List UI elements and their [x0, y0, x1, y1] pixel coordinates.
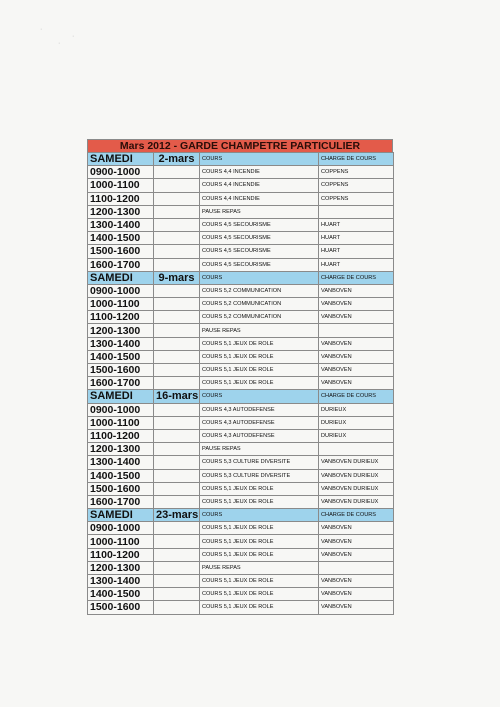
empty-cell [154, 588, 200, 601]
empty-cell [154, 456, 200, 469]
time-slot: 1300-1400 [88, 575, 154, 588]
charge-column-header: CHARGE DE COURS [319, 390, 394, 403]
empty-cell [154, 416, 200, 429]
schedule-title: Mars 2012 - GARDE CHAMPETRE PARTICULIER [87, 139, 393, 152]
instructor-cell: DURIEUX [319, 416, 394, 429]
table-row [88, 601, 394, 614]
course-cell: COURS 4,5 SECOURISME [200, 245, 319, 258]
table-row [88, 364, 394, 377]
cours-column-header: COURS [200, 509, 319, 522]
instructor-cell: DURIEUX [319, 429, 394, 442]
empty-cell [154, 561, 200, 574]
table-row [88, 535, 394, 548]
table-row [88, 495, 394, 508]
table-row [88, 284, 394, 297]
day-label: SAMEDI [88, 271, 154, 284]
instructor-cell: VANBOVEN [319, 311, 394, 324]
empty-cell [154, 284, 200, 297]
instructor-cell: VANBOVEN [319, 298, 394, 311]
empty-cell [154, 443, 200, 456]
course-cell: COURS 5,1 JEUX DE ROLE [200, 601, 319, 614]
date-label: 23-mars [154, 509, 200, 522]
time-slot: 0900-1000 [88, 284, 154, 297]
empty-cell [154, 311, 200, 324]
course-cell: COURS 5,2 COMMUNICATION [200, 298, 319, 311]
time-slot: 0900-1000 [88, 522, 154, 535]
day-label: SAMEDI [88, 390, 154, 403]
day-header-row [88, 153, 394, 166]
instructor-cell: VANBOVEN [319, 575, 394, 588]
course-cell: COURS 4,5 SECOURISME [200, 258, 319, 271]
table-row [88, 192, 394, 205]
course-cell: COURS 5,1 JEUX DE ROLE [200, 522, 319, 535]
course-cell: COURS 5,1 JEUX DE ROLE [200, 535, 319, 548]
course-cell: COURS 5,1 JEUX DE ROLE [200, 377, 319, 390]
instructor-cell [319, 561, 394, 574]
instructor-cell: VANBOVEN [319, 377, 394, 390]
empty-cell [154, 429, 200, 442]
time-slot: 1400-1500 [88, 350, 154, 363]
course-cell: COURS 4,3 AUTODEFENSE [200, 403, 319, 416]
time-slot: 1000-1100 [88, 416, 154, 429]
table-row [88, 469, 394, 482]
empty-cell [154, 205, 200, 218]
cours-column-header: COURS [200, 153, 319, 166]
time-slot: 0900-1000 [88, 403, 154, 416]
instructor-cell: VANBOVEN [319, 350, 394, 363]
course-cell: COURS 5,1 JEUX DE ROLE [200, 482, 319, 495]
course-cell: PAUSE REPAS [200, 324, 319, 337]
table-row [88, 588, 394, 601]
table-row [88, 258, 394, 271]
empty-cell [154, 601, 200, 614]
time-slot: 1600-1700 [88, 377, 154, 390]
course-cell: COURS 4,3 AUTODEFENSE [200, 429, 319, 442]
cours-column-header: COURS [200, 390, 319, 403]
table-row [88, 350, 394, 363]
instructor-cell: VANBOVEN [319, 535, 394, 548]
instructor-cell: VANBOVEN DURIEUX [319, 495, 394, 508]
instructor-cell: HUART [319, 258, 394, 271]
scan-speck: · [40, 26, 43, 33]
table-row [88, 245, 394, 258]
course-cell: COURS 5,2 COMMUNICATION [200, 284, 319, 297]
course-cell: COURS 5,3 CULTURE DIVERSITE [200, 456, 319, 469]
empty-cell [154, 298, 200, 311]
time-slot: 1400-1500 [88, 232, 154, 245]
table-row [88, 324, 394, 337]
course-cell: COURS 4,5 SECOURISME [200, 232, 319, 245]
time-slot: 1500-1600 [88, 482, 154, 495]
empty-cell [154, 179, 200, 192]
table-row [88, 377, 394, 390]
table-row [88, 403, 394, 416]
course-cell: COURS 4,4 INCENDIE [200, 192, 319, 205]
empty-cell [154, 377, 200, 390]
instructor-cell: HUART [319, 218, 394, 231]
instructor-cell: VANBOVEN [319, 522, 394, 535]
empty-cell [154, 482, 200, 495]
instructor-cell [319, 443, 394, 456]
empty-cell [154, 575, 200, 588]
course-cell: COURS 5,1 JEUX DE ROLE [200, 495, 319, 508]
time-slot: 1600-1700 [88, 495, 154, 508]
table-row [88, 443, 394, 456]
time-slot: 1500-1600 [88, 245, 154, 258]
empty-cell [154, 337, 200, 350]
time-slot: 1300-1400 [88, 337, 154, 350]
empty-cell [154, 166, 200, 179]
empty-cell [154, 495, 200, 508]
empty-cell [154, 192, 200, 205]
scan-speck: · [72, 33, 75, 40]
empty-cell [154, 535, 200, 548]
empty-cell [154, 522, 200, 535]
day-label: SAMEDI [88, 153, 154, 166]
empty-cell [154, 232, 200, 245]
time-slot: 0900-1000 [88, 166, 154, 179]
table-row [88, 522, 394, 535]
charge-column-header: CHARGE DE COURS [319, 153, 394, 166]
course-cell: COURS 5,1 JEUX DE ROLE [200, 588, 319, 601]
schedule-sheet [87, 139, 393, 615]
instructor-cell: VANBOVEN [319, 337, 394, 350]
day-header-row [88, 509, 394, 522]
course-cell: COURS 4,3 AUTODEFENSE [200, 416, 319, 429]
time-slot: 1300-1400 [88, 456, 154, 469]
table-row [88, 575, 394, 588]
date-label: 9-mars [154, 271, 200, 284]
instructor-cell: VANBOVEN DURIEUX [319, 482, 394, 495]
time-slot: 1100-1200 [88, 548, 154, 561]
instructor-cell: COPPENS [319, 179, 394, 192]
time-slot: 1400-1500 [88, 469, 154, 482]
day-header-row [88, 390, 394, 403]
table-row [88, 548, 394, 561]
course-cell: COURS 4,5 SECOURISME [200, 218, 319, 231]
empty-cell [154, 324, 200, 337]
date-label: 2-mars [154, 153, 200, 166]
empty-cell [154, 245, 200, 258]
instructor-cell: HUART [319, 245, 394, 258]
instructor-cell: VANBOVEN DURIEUX [319, 469, 394, 482]
empty-cell [154, 364, 200, 377]
time-slot: 1100-1200 [88, 429, 154, 442]
instructor-cell: VANBOVEN [319, 284, 394, 297]
instructor-cell: DURIEUX [319, 403, 394, 416]
empty-cell [154, 218, 200, 231]
time-slot: 1200-1300 [88, 324, 154, 337]
day-header-row [88, 271, 394, 284]
empty-cell [154, 350, 200, 363]
charge-column-header: CHARGE DE COURS [319, 271, 394, 284]
course-cell: COURS 5,1 JEUX DE ROLE [200, 364, 319, 377]
time-slot: 1200-1300 [88, 561, 154, 574]
empty-cell [154, 258, 200, 271]
time-slot: 1200-1300 [88, 205, 154, 218]
instructor-cell: VANBOVEN [319, 588, 394, 601]
time-slot: 1500-1600 [88, 364, 154, 377]
time-slot: 1100-1200 [88, 311, 154, 324]
table-row [88, 179, 394, 192]
time-slot: 1000-1100 [88, 535, 154, 548]
course-cell: COURS 5,3 CULTURE DIVERSITE [200, 469, 319, 482]
instructor-cell: VANBOVEN DURIEUX [319, 456, 394, 469]
course-cell: COURS 5,1 JEUX DE ROLE [200, 350, 319, 363]
table-row [88, 482, 394, 495]
time-slot: 1000-1100 [88, 179, 154, 192]
instructor-cell: VANBOVEN [319, 548, 394, 561]
course-cell: COURS 5,2 COMMUNICATION [200, 311, 319, 324]
instructor-cell [319, 324, 394, 337]
course-cell: PAUSE REPAS [200, 561, 319, 574]
time-slot: 1000-1100 [88, 298, 154, 311]
empty-cell [154, 469, 200, 482]
charge-column-header: CHARGE DE COURS [319, 509, 394, 522]
table-row [88, 337, 394, 350]
schedule-table [87, 152, 394, 615]
time-slot: 1300-1400 [88, 218, 154, 231]
table-row [88, 298, 394, 311]
table-row [88, 166, 394, 179]
time-slot: 1100-1200 [88, 192, 154, 205]
time-slot: 1500-1600 [88, 601, 154, 614]
time-slot: 1400-1500 [88, 588, 154, 601]
instructor-cell: COPPENS [319, 192, 394, 205]
instructor-cell: VANBOVEN [319, 364, 394, 377]
time-slot: 1600-1700 [88, 258, 154, 271]
empty-cell [154, 548, 200, 561]
instructor-cell: HUART [319, 232, 394, 245]
course-cell: COURS 5,1 JEUX DE ROLE [200, 548, 319, 561]
date-label: 16-mars [154, 390, 200, 403]
scan-speck: · [58, 40, 61, 47]
cours-column-header: COURS [200, 271, 319, 284]
course-cell: COURS 4,4 INCENDIE [200, 179, 319, 192]
instructor-cell [319, 205, 394, 218]
course-cell: COURS 5,1 JEUX DE ROLE [200, 575, 319, 588]
empty-cell [154, 403, 200, 416]
course-cell: COURS 4,4 INCENDIE [200, 166, 319, 179]
table-row [88, 561, 394, 574]
instructor-cell: COPPENS [319, 166, 394, 179]
table-row [88, 429, 394, 442]
day-label: SAMEDI [88, 509, 154, 522]
table-row [88, 311, 394, 324]
course-cell: COURS 5,1 JEUX DE ROLE [200, 337, 319, 350]
time-slot: 1200-1300 [88, 443, 154, 456]
course-cell: PAUSE REPAS [200, 205, 319, 218]
table-row [88, 232, 394, 245]
course-cell: PAUSE REPAS [200, 443, 319, 456]
table-row [88, 416, 394, 429]
table-row [88, 205, 394, 218]
instructor-cell: VANBOVEN [319, 601, 394, 614]
table-row [88, 456, 394, 469]
table-row [88, 218, 394, 231]
